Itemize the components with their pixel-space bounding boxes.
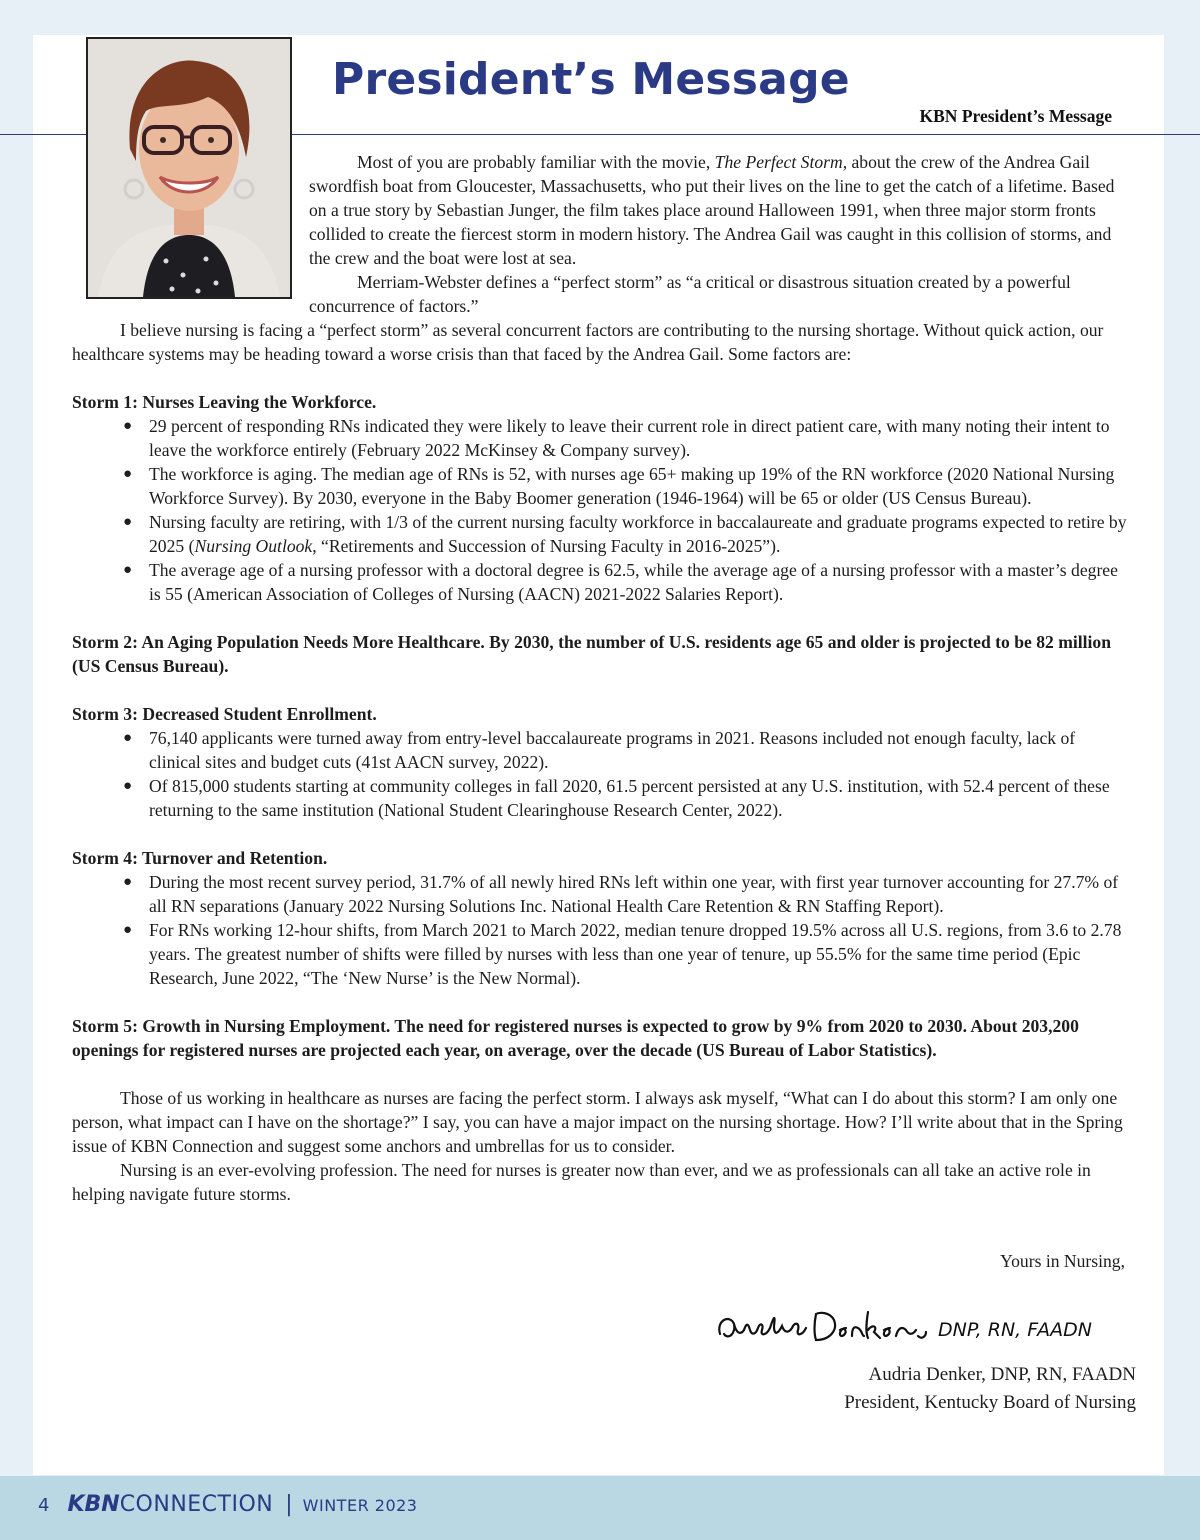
list-item bbox=[72, 870, 1128, 918]
bullet-icon: ● bbox=[123, 562, 133, 578]
list-item bbox=[72, 462, 1128, 510]
bullet-icon: ● bbox=[123, 730, 133, 746]
article-body bbox=[72, 318, 1128, 1206]
storm-3-list bbox=[72, 726, 1128, 822]
handwritten-signature bbox=[712, 1300, 1132, 1352]
president-photo bbox=[86, 37, 292, 299]
bullet-icon: ● bbox=[123, 466, 133, 482]
issue-label: WINTER 2023 bbox=[302, 1496, 418, 1515]
footer-content bbox=[38, 1492, 417, 1517]
bullet-icon: ● bbox=[123, 418, 133, 434]
list-item bbox=[72, 726, 1128, 774]
svg-text:DNP, RN, FAADN: DNP, RN, FAADN bbox=[938, 1319, 1092, 1341]
list-item-text: Of 815,000 students starting at community colleges in fall 2020, 61.5 percent persisted at any U.S. institution, with 52.4 percent of these returning to the same institution (National Student Clearinghouse Research Center, 2022). bbox=[149, 776, 1110, 820]
intro-paragraph-3: I believe nursing is facing a “perfect storm” as several concurrent factors are contributing to the nursing shortage. Without quick action, our healthcare systems may be heading toward a worse crisis than that faced by the Andrea Gail. Some factors are: bbox=[72, 320, 1104, 364]
signer-title: President, Kentucky Board of Nursing bbox=[844, 1392, 1136, 1413]
storm-1-heading: Storm 1: Nurses Leaving the Workforce. bbox=[72, 392, 377, 412]
bullet-icon: ● bbox=[123, 514, 133, 530]
storm-3-heading: Storm 3: Decreased Student Enrollment. bbox=[72, 704, 377, 724]
list-item bbox=[72, 414, 1128, 462]
storm-1-list bbox=[72, 414, 1128, 606]
list-item-text: The average age of a nursing professor with a doctoral degree is 62.5, while the average age of a nursing professor with a master’s degree is 55 (American Association of Colleges of Nursing (AACN) 2021-2022 Salaries Report). bbox=[149, 560, 1118, 604]
intro-block bbox=[309, 150, 1129, 318]
intro-p1-text-b: , about the crew of the Andrea Gail swordfish boat from Gloucester, Massachusetts, who put their lives on the line to get the catch of a lifetime. Based on a true story by Sebastian Junger, the film takes place around Halloween 1991, when three major storm fronts collided to create the fiercest storm in modern history. The Andrea Gail was caught in this collision of storms, and the crew and the boat were lost at sea. bbox=[309, 152, 1115, 268]
list-item-text: 76,140 applicants were turned away from entry-level baccalaureate programs in 2021. Reasons included not enough faculty, lack of clinical sites and budget cuts (41st AACN survey, 2022). bbox=[149, 728, 1076, 772]
movie-title: The Perfect Storm bbox=[714, 152, 843, 172]
list-item-text: For RNs working 12-hour shifts, from March 2021 to March 2022, median tenure dropped 19.5% across all U.S. regions, from 3.6 to 2.78 years. The greatest number of shifts were filled by nurses with less than one year of tenure, up 55.5% for the same time period (Epic Research, June 2022, “The ‘New Nurse’ is the New Normal). bbox=[149, 920, 1122, 988]
page-number: 4 bbox=[38, 1495, 50, 1516]
section-kicker: KBN President’s Message bbox=[919, 106, 1112, 126]
list-item bbox=[72, 918, 1128, 990]
list-item bbox=[72, 510, 1128, 558]
list-item-text: During the most recent survey period, 31.7% of all newly hired RNs left within one year, with first year turnover accounting for 27.7% of all RN separations (January 2022 Nursing Solutions Inc. National Health Care Retention & RN Staffing Report). bbox=[149, 872, 1119, 916]
storm-4-heading: Storm 4: Turnover and Retention. bbox=[72, 848, 328, 868]
list-item-text: , “Retirements and Succession of Nursing Faculty in 2016-2025”). bbox=[312, 536, 781, 556]
portrait-illustration bbox=[88, 39, 290, 297]
journal-title: Nursing Outlook bbox=[194, 536, 313, 556]
intro-p1-text-a: Most of you are probably familiar with the movie, bbox=[357, 152, 715, 172]
bullet-icon: ● bbox=[123, 778, 133, 794]
page-footer bbox=[0, 1476, 1200, 1540]
brand-kbn: KBN bbox=[67, 1492, 120, 1517]
signature-block bbox=[844, 1361, 1136, 1417]
list-item bbox=[72, 558, 1128, 606]
intro-paragraph-2: Merriam-Webster defines a “perfect storm” as “a critical or disastrous situation created by a powerful concurrence of factors.” bbox=[309, 272, 1071, 316]
signer-name: Audria Denker, DNP, RN, FAADN bbox=[868, 1364, 1136, 1385]
storm-2-heading: Storm 2: An Aging Population Needs More Healthcare. By 2030, the number of U.S. residents age 65 and older is projected to be 82 million (US Census Bureau). bbox=[72, 632, 1112, 676]
footer-separator: | bbox=[285, 1492, 293, 1517]
page-title: President’s Message bbox=[332, 54, 850, 105]
bullet-icon: ● bbox=[123, 874, 133, 890]
brand-connection: CONNECTION bbox=[119, 1492, 274, 1517]
bullet-icon: ● bbox=[123, 922, 133, 938]
list-item-text: 29 percent of responding RNs indicated they were likely to leave their current role in direct patient care, with many noting their intent to leave the workforce entirely (February 2022 McKinsey & Company survey). bbox=[149, 416, 1110, 460]
closing-paragraph-1: Those of us working in healthcare as nurses are facing the perfect storm. I always ask myself, “What can I do about this storm? I am only one person, what impact can I have on the shortage?” I say, you can have a major impact on the nursing shortage. How? I’ll write about that in the Spring issue of KBN Connection and suggest some anchors and umbrellas for us to consider. bbox=[72, 1088, 1123, 1156]
storm-4-list bbox=[72, 870, 1128, 990]
closing-paragraph-2: Nursing is an ever-evolving profession. The need for nurses is greater now than ever, and we as professionals can all take an active role in helping navigate future storms. bbox=[72, 1160, 1091, 1204]
salutation: Yours in Nursing, bbox=[1000, 1251, 1125, 1271]
intro-paragraph-1 bbox=[309, 150, 1129, 270]
list-item-text: Nursing faculty are retiring, with 1/3 of the current nursing faculty workforce in baccalaureate and graduate programs expected to retire by 2025 ( bbox=[149, 512, 1127, 556]
storm-5-heading: Storm 5: Growth in Nursing Employment. The need for registered nurses is expected to grow by 9% from 2020 to 2030. About 203,200 openings for registered nurses are projected each year, on average, over the decade (US Bureau of Labor Statistics). bbox=[72, 1016, 1079, 1060]
list-item bbox=[72, 774, 1128, 822]
list-item-text: The workforce is aging. The median age of RNs is 52, with nurses age 65+ making up 19% of the RN workforce (2020 National Nursing Workforce Survey). By 2030, everyone in the Baby Boomer generation (1946-1964) will be 65 or older (US Census Bureau). bbox=[149, 464, 1115, 508]
